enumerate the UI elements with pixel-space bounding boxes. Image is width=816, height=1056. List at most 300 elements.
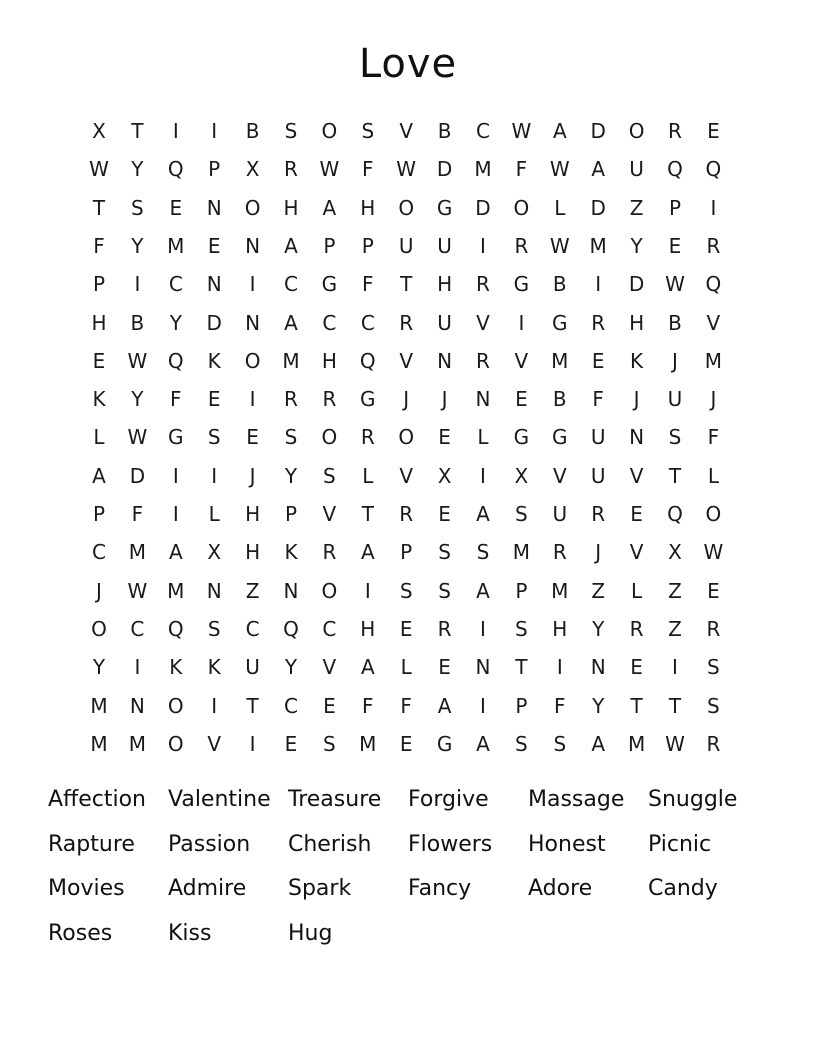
grid-letter: W xyxy=(127,425,148,450)
grid-letter: T xyxy=(400,272,413,297)
grid-letter: I xyxy=(556,655,563,680)
grid-letter: H xyxy=(437,272,453,297)
grid-letter: P xyxy=(515,578,528,603)
grid-letter: K xyxy=(630,348,644,373)
grid-letter: S xyxy=(361,119,375,143)
word-list-item: Picnic xyxy=(648,832,712,857)
grid-letter: I xyxy=(134,272,141,297)
grid-letter: H xyxy=(245,502,261,526)
grid-letter: W xyxy=(319,157,340,182)
grid-letter: N xyxy=(245,310,261,335)
word-list-item: Affection xyxy=(48,787,146,812)
grid-letter: Y xyxy=(131,233,144,258)
grid-letter: R xyxy=(629,616,644,641)
grid-letter: Z xyxy=(668,578,682,603)
grid-letter: O xyxy=(167,731,184,756)
grid-letter: P xyxy=(323,233,336,258)
grid-letter: A xyxy=(591,731,606,756)
grid-letter: S xyxy=(515,731,528,756)
word-list-item: Massage xyxy=(528,787,625,812)
word-list-item: Admire xyxy=(168,876,247,901)
grid-letter: K xyxy=(207,655,221,680)
grid-letter: B xyxy=(437,119,452,143)
grid-letter: R xyxy=(284,387,298,412)
grid-letter: D xyxy=(436,157,453,182)
grid-letter: B xyxy=(552,272,567,297)
grid-letter: Q xyxy=(167,157,184,182)
grid-letter: X xyxy=(245,157,260,182)
word-list-item: Fancy xyxy=(408,876,472,901)
grid-letter: T xyxy=(361,502,374,526)
grid-row xyxy=(80,418,736,456)
grid-letter: O xyxy=(705,502,722,526)
grid-letter: E xyxy=(399,616,413,641)
grid-letter: I xyxy=(518,310,525,335)
grid-letter: I xyxy=(595,272,602,297)
grid-letter: T xyxy=(515,655,528,680)
grid-letter: C xyxy=(284,693,298,718)
grid-letter: F xyxy=(170,387,182,412)
grid-letter: S xyxy=(284,119,298,143)
grid-letter: W xyxy=(127,578,148,603)
letter-grid xyxy=(80,112,736,766)
word-list-item: Candy xyxy=(648,876,718,901)
grid-letter: I xyxy=(172,502,179,526)
grid-letter: Y xyxy=(92,655,106,680)
grid-letter: I xyxy=(211,463,218,488)
grid-letter: A xyxy=(168,540,183,565)
grid-letter: Y xyxy=(630,233,643,258)
grid-letter: I xyxy=(710,195,717,220)
grid-letter: I xyxy=(480,463,486,488)
grid-letter: S xyxy=(131,195,144,220)
grid-letter: P xyxy=(400,540,413,565)
grid-letter: S xyxy=(668,425,682,450)
grid-letter: L xyxy=(93,425,105,450)
grid-letter: P xyxy=(92,272,106,297)
grid-letter: D xyxy=(206,310,222,335)
grid-letter: Y xyxy=(592,616,605,641)
grid-letter: E xyxy=(323,693,336,718)
grid-letter: M xyxy=(512,540,531,565)
grid-letter: Q xyxy=(705,272,722,297)
grid-letter: V xyxy=(399,463,414,488)
grid-row xyxy=(80,304,736,342)
word-list-item: Snuggle xyxy=(648,787,738,812)
word-list-item: Honest xyxy=(528,832,606,857)
grid-letter: Q xyxy=(167,348,184,373)
grid-letter: T xyxy=(668,693,682,718)
grid-letter: W xyxy=(665,731,685,756)
grid-row xyxy=(80,342,736,380)
grid-letter: Z xyxy=(245,578,260,603)
grid-letter: M xyxy=(282,348,300,373)
grid-letter: X xyxy=(514,463,529,488)
grid-letter: C xyxy=(245,616,260,641)
grid-letter: R xyxy=(591,310,606,335)
grid-letter: E xyxy=(707,119,720,143)
grid-letter: U xyxy=(667,387,683,412)
grid-letter: E xyxy=(284,731,298,756)
grid-letter: L xyxy=(554,195,566,220)
grid-letter: Y xyxy=(592,693,605,718)
grid-row xyxy=(80,457,736,495)
grid-letter: N xyxy=(129,693,145,718)
word-list-item: Roses xyxy=(48,921,113,946)
grid-letter: P xyxy=(284,502,298,526)
grid-letter: Z xyxy=(591,578,606,603)
grid-letter: E xyxy=(92,348,106,373)
grid-letter: R xyxy=(706,616,721,641)
grid-letter: M xyxy=(589,233,607,258)
grid-letter: M xyxy=(128,731,147,756)
grid-letter: R xyxy=(322,387,337,412)
grid-letter: Q xyxy=(167,616,184,641)
grid-letter: P xyxy=(208,157,221,182)
grid-letter: S xyxy=(515,616,528,641)
grid-letter: O xyxy=(398,195,415,220)
grid-row xyxy=(80,648,736,686)
grid-letter: F xyxy=(362,272,374,297)
grid-letter: Q xyxy=(283,616,299,641)
grid-letter: Y xyxy=(284,655,298,680)
word-list-item: Passion xyxy=(168,832,251,857)
grid-letter: W xyxy=(703,540,724,565)
grid-letter: J xyxy=(633,387,640,412)
grid-letter: Q xyxy=(667,502,683,526)
grid-letter: G xyxy=(552,425,568,450)
grid-letter: U xyxy=(590,463,606,488)
grid-letter: D xyxy=(129,463,146,488)
grid-letter: X xyxy=(668,540,682,565)
word-list-item: Adore xyxy=(528,876,593,901)
grid-letter: G xyxy=(436,195,453,220)
grid-letter: Y xyxy=(169,310,182,335)
grid-letter: B xyxy=(245,119,260,143)
grid-letter: R xyxy=(399,310,414,335)
grid-letter: E xyxy=(438,502,451,526)
word-list-item: Kiss xyxy=(168,921,212,946)
grid-letter: I xyxy=(480,233,486,258)
grid-letter: Z xyxy=(629,195,644,220)
grid-letter: T xyxy=(131,119,144,143)
grid-letter: U xyxy=(552,502,568,526)
grid-letter: M xyxy=(551,348,569,373)
grid-letter: W xyxy=(127,348,148,373)
word-list-item: Spark xyxy=(288,876,352,901)
grid-letter: N xyxy=(475,387,491,412)
grid-letter: N xyxy=(629,425,645,450)
grid-letter: G xyxy=(360,387,376,412)
grid-letter: N xyxy=(206,272,222,297)
grid-letter: G xyxy=(168,425,184,450)
grid-letter: N xyxy=(590,655,606,680)
grid-letter: U xyxy=(629,157,644,182)
grid-letter: G xyxy=(436,731,453,756)
grid-letter: P xyxy=(668,195,682,220)
grid-letter: M xyxy=(90,731,108,756)
grid-letter: V xyxy=(322,502,337,526)
grid-letter: I xyxy=(249,731,256,756)
grid-row xyxy=(80,687,736,725)
grid-letter: R xyxy=(322,540,337,565)
grid-letter: O xyxy=(167,693,184,718)
grid-row xyxy=(80,533,736,571)
grid-letter: A xyxy=(437,693,452,718)
grid-letter: H xyxy=(629,310,645,335)
grid-letter: J xyxy=(403,387,410,412)
grid-letter: G xyxy=(321,272,338,297)
grid-letter: Q xyxy=(667,157,683,182)
grid-letter: I xyxy=(172,119,179,143)
grid-letter: C xyxy=(92,540,106,565)
grid-letter: M xyxy=(167,233,185,258)
grid-letter: S xyxy=(323,731,336,756)
grid-letter: S xyxy=(438,540,451,565)
grid-letter: N xyxy=(283,578,299,603)
word-list-item: Treasure xyxy=(288,787,382,812)
grid-letter: N xyxy=(475,655,491,680)
page-title: Love xyxy=(358,41,458,87)
grid-letter: S xyxy=(284,425,298,450)
grid-letter: Y xyxy=(131,387,144,412)
grid-letter: B xyxy=(552,387,567,412)
grid-letter: F xyxy=(362,157,374,182)
grid-letter: N xyxy=(206,578,222,603)
grid-letter: R xyxy=(552,540,567,565)
word-list-item: Hug xyxy=(288,921,333,946)
word-list-item: Rapture xyxy=(48,832,135,857)
word-bank xyxy=(48,780,788,960)
grid-letter: A xyxy=(284,310,298,335)
grid-letter: W xyxy=(511,119,532,143)
grid-letter: K xyxy=(207,348,221,373)
grid-letter: F xyxy=(362,693,374,718)
grid-letter: H xyxy=(321,348,337,373)
grid-letter: X xyxy=(92,119,106,143)
grid-row xyxy=(80,572,736,610)
grid-letter: P xyxy=(361,233,374,258)
grid-letter: R xyxy=(668,119,682,143)
grid-letter: F xyxy=(93,233,105,258)
grid-letter: U xyxy=(437,310,452,335)
grid-letter: C xyxy=(168,272,183,297)
grid-letter: E xyxy=(515,387,528,412)
grid-letter: Y xyxy=(284,463,298,488)
grid-letter: U xyxy=(398,233,414,258)
grid-letter: Q xyxy=(705,157,722,182)
grid-letter: Y xyxy=(131,157,144,182)
grid-letter: F xyxy=(515,157,528,182)
grid-letter: A xyxy=(360,655,375,680)
word-list-item: Valentine xyxy=(168,787,271,812)
grid-letter: D xyxy=(475,195,491,220)
grid-letter: U xyxy=(437,233,452,258)
grid-letter: E xyxy=(707,578,720,603)
grid-letter: J xyxy=(249,463,256,488)
grid-letter: B xyxy=(668,310,682,335)
grid-letter: S xyxy=(707,693,720,718)
grid-letter: M xyxy=(551,578,569,603)
word-list-item: Flowers xyxy=(408,832,493,857)
grid-letter: C xyxy=(360,310,375,335)
grid-letter: R xyxy=(399,502,414,526)
grid-letter: V xyxy=(706,310,721,335)
grid-letter: V xyxy=(399,348,414,373)
grid-letter: C xyxy=(322,310,337,335)
grid-letter: S xyxy=(707,655,720,680)
grid-letter: Q xyxy=(359,348,376,373)
grid-letter: A xyxy=(552,119,567,143)
grid-letter: E xyxy=(169,195,183,220)
grid-letter: A xyxy=(322,195,337,220)
grid-letter: A xyxy=(360,540,375,565)
grid-letter: V xyxy=(629,463,644,488)
grid-letter: F xyxy=(554,693,566,718)
grid-letter: V xyxy=(322,655,337,680)
grid-row xyxy=(80,189,736,227)
grid-letter: P xyxy=(515,693,528,718)
grid-letter: N xyxy=(437,348,453,373)
grid-letter: M xyxy=(90,693,108,718)
grid-letter: O xyxy=(244,195,261,220)
grid-letter: W xyxy=(89,157,109,182)
grid-letter: S xyxy=(515,502,528,526)
grid-letter: K xyxy=(284,540,298,565)
grid-letter: H xyxy=(552,616,568,641)
grid-letter: H xyxy=(360,616,376,641)
grid-row xyxy=(80,610,736,648)
grid-letter: W xyxy=(665,272,685,297)
grid-letter: C xyxy=(322,616,337,641)
grid-row xyxy=(80,725,736,763)
grid-letter: F xyxy=(592,387,604,412)
grid-letter: D xyxy=(590,119,606,143)
grid-letter: A xyxy=(476,578,490,603)
grid-letter: P xyxy=(92,502,106,526)
grid-letter: K xyxy=(92,387,106,412)
grid-letter: I xyxy=(249,387,256,412)
grid-letter: E xyxy=(246,425,259,450)
grid-letter: A xyxy=(591,157,606,182)
grid-row xyxy=(80,380,736,418)
grid-letter: I xyxy=(172,463,179,488)
grid-letter: D xyxy=(590,195,606,220)
grid-letter: R xyxy=(706,233,721,258)
grid-letter: R xyxy=(476,348,490,373)
grid-letter: M xyxy=(474,157,492,182)
grid-letter: U xyxy=(245,655,260,680)
grid-letter: T xyxy=(246,693,259,718)
grid-letter: E xyxy=(207,387,221,412)
word-list-item: Movies xyxy=(48,876,125,901)
grid-letter: L xyxy=(208,502,220,526)
grid-letter: I xyxy=(672,655,678,680)
grid-letter: E xyxy=(207,233,221,258)
grid-row xyxy=(80,227,736,265)
grid-letter: R xyxy=(706,731,721,756)
grid-letter: E xyxy=(438,655,451,680)
grid-letter: E xyxy=(591,348,605,373)
grid-letter: M xyxy=(627,731,646,756)
grid-letter: L xyxy=(477,425,489,450)
grid-letter: H xyxy=(360,195,376,220)
grid-letter: A xyxy=(284,233,298,258)
grid-letter: G xyxy=(513,425,530,450)
grid-letter: O xyxy=(398,425,415,450)
grid-letter: D xyxy=(628,272,645,297)
grid-letter: O xyxy=(321,119,338,143)
grid-letter: I xyxy=(480,693,486,718)
grid-letter: O xyxy=(628,119,645,143)
grid-letter: I xyxy=(249,272,256,297)
grid-letter: F xyxy=(131,502,144,526)
grid-row xyxy=(80,265,736,303)
grid-letter: A xyxy=(92,463,106,488)
grid-letter: L xyxy=(362,463,374,488)
grid-letter: I xyxy=(134,655,141,680)
grid-letter: J xyxy=(672,348,678,373)
grid-letter: T xyxy=(668,463,682,488)
grid-letter: E xyxy=(399,731,413,756)
grid-letter: S xyxy=(476,540,490,565)
grid-letter: S xyxy=(323,463,336,488)
word-list-item: Forgive xyxy=(408,787,489,812)
grid-letter: I xyxy=(364,578,371,603)
grid-letter: R xyxy=(360,425,375,450)
grid-letter: W xyxy=(549,233,570,258)
grid-letter: E xyxy=(668,233,682,258)
grid-letter: V xyxy=(399,119,414,143)
grid-letter: B xyxy=(130,310,145,335)
grid-letter: S xyxy=(207,616,221,641)
grid-letter: F xyxy=(400,693,412,718)
grid-letter: M xyxy=(167,578,185,603)
grid-letter: J xyxy=(441,387,448,412)
grid-letter: K xyxy=(169,655,183,680)
grid-letter: V xyxy=(514,348,529,373)
grid-letter: O xyxy=(244,348,261,373)
grid-letter: L xyxy=(400,655,412,680)
grid-letter: I xyxy=(211,119,218,143)
grid-letter: N xyxy=(245,233,261,258)
grid-letter: R xyxy=(284,157,298,182)
grid-letter: W xyxy=(549,157,570,182)
grid-letter: V xyxy=(476,310,490,335)
grid-letter: C xyxy=(130,616,145,641)
grid-letter: X xyxy=(207,540,222,565)
grid-letter: E xyxy=(630,655,643,680)
grid-letter: S xyxy=(207,425,221,450)
grid-letter: O xyxy=(321,425,338,450)
grid-letter: W xyxy=(396,157,417,182)
grid-letter: V xyxy=(552,463,567,488)
grid-letter: T xyxy=(630,693,643,718)
grid-letter: S xyxy=(438,578,451,603)
grid-letter: S xyxy=(399,578,413,603)
grid-letter: R xyxy=(476,272,490,297)
grid-letter: X xyxy=(437,463,452,488)
grid-letter: I xyxy=(480,616,486,641)
grid-letter: C xyxy=(284,272,298,297)
grid-letter: A xyxy=(476,502,490,526)
grid-letter: E xyxy=(630,502,643,526)
grid-letter: N xyxy=(206,195,222,220)
grid-letter: V xyxy=(629,540,644,565)
grid-letter: R xyxy=(437,616,452,641)
grid-letter: O xyxy=(321,578,338,603)
grid-letter: J xyxy=(710,387,717,412)
